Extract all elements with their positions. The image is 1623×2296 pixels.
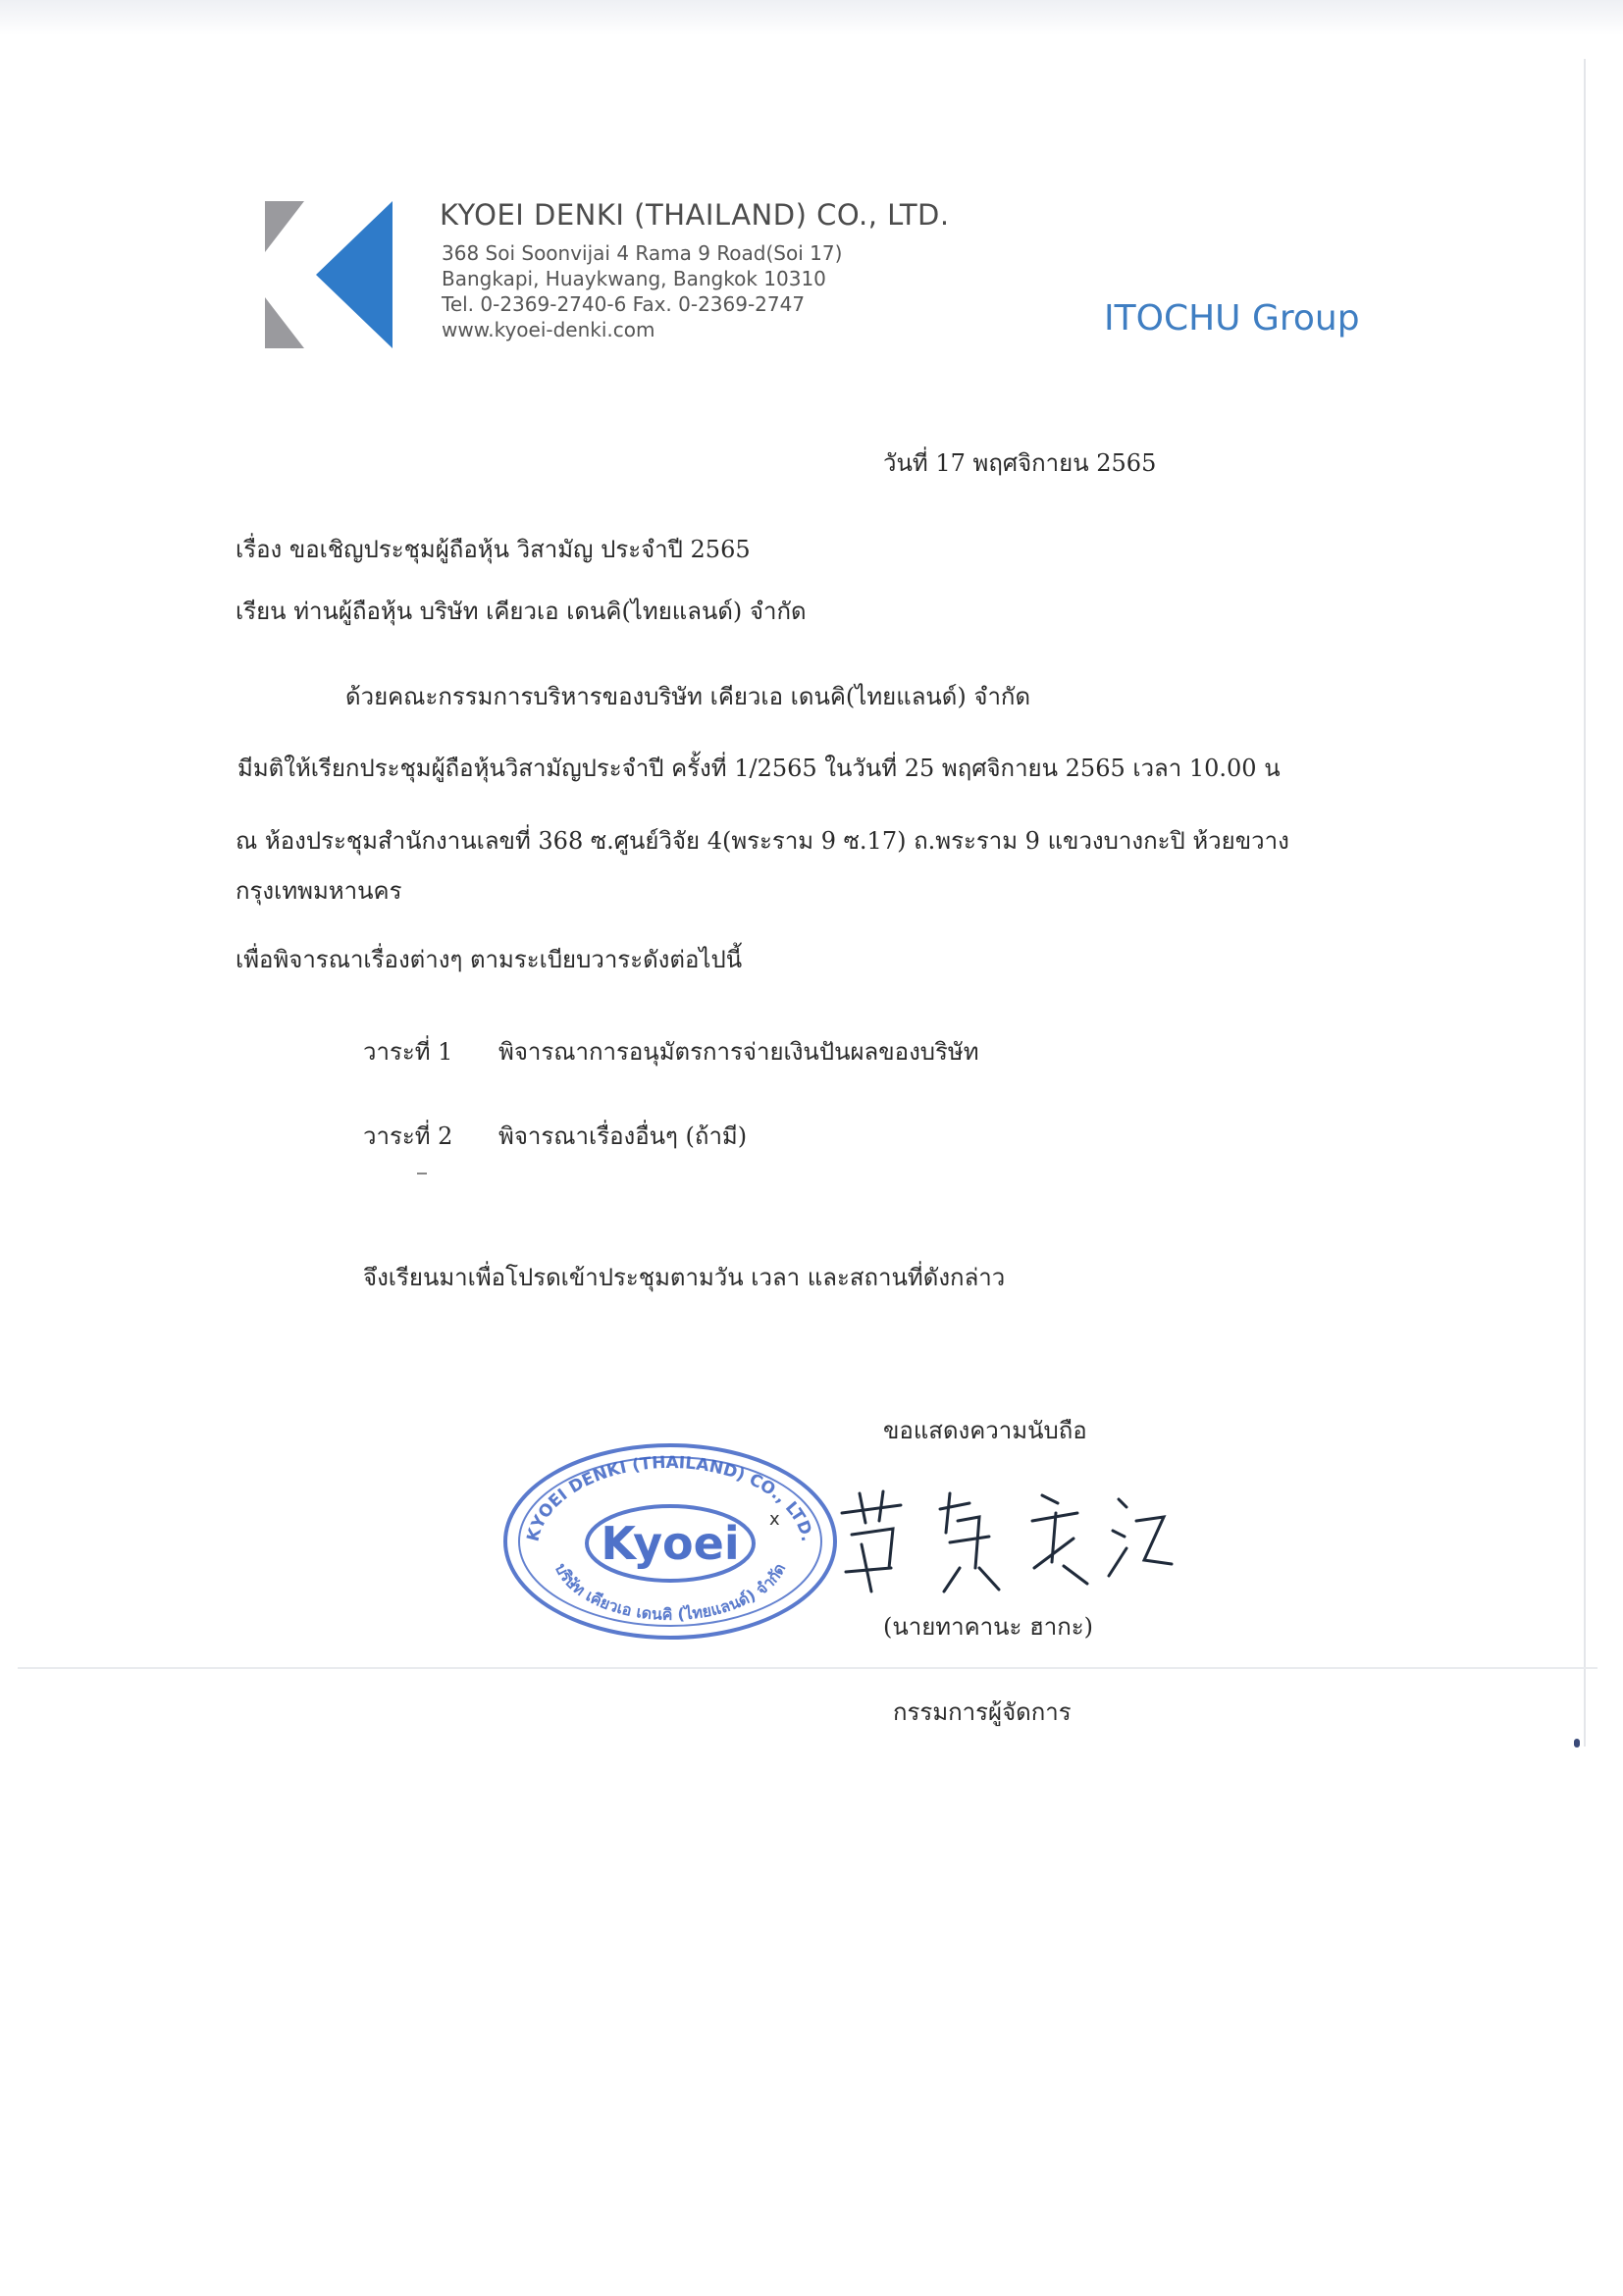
- signer-name: (นายทาคานะ ฮากะ): [883, 1613, 1093, 1641]
- letter-recipient: เรียน ท่านผู้ถือหุ้น บริษัท เคียวเอ เดนคิ(ไทยแลนด์) จำกัด: [236, 598, 807, 625]
- company-name: KYOEI DENKI (THAILAND) CO., LTD.: [440, 198, 950, 232]
- body-paragraph-line-5: เพื่อพิจารณาเรื่องต่างๆ ตามระเบียบวาระดังต่อไปนี้: [236, 946, 743, 973]
- body-paragraph-line-3: ณ ห้องประชุมสำนักงานเลขที่ 368 ซ.ศูนย์วิจัย 4(พระราม 9 ซ.17) ถ.พระราม 9 แขวงบางกะปิ ห้วยขวาง: [236, 827, 1289, 855]
- company-website: www.kyoei-denki.com: [442, 318, 655, 341]
- scan-top-shading: [0, 0, 1623, 35]
- agenda-item-2-text: พิจารณาเรื่องอื่นๆ (ถ้ามี): [498, 1122, 748, 1150]
- scan-fold-line: [18, 1667, 1597, 1669]
- seal-mark: x: [769, 1509, 780, 1530]
- company-logo-icon: [265, 201, 397, 348]
- scan-right-edge: [1584, 59, 1586, 1747]
- seal-center-text: Kyoei: [601, 1517, 740, 1570]
- stray-ink-mark: [417, 1173, 427, 1174]
- agenda-item-1-number: วาระที่ 1: [363, 1038, 453, 1066]
- company-contact-line: Tel. 0-2369-2740-6 Fax. 0-2369-2747: [442, 292, 806, 316]
- company-seal-stamp: [498, 1438, 842, 1644]
- company-address-line-2: Bangkapi, Huaykwang, Bangkok 10310: [442, 267, 826, 290]
- body-paragraph-line-4: กรุงเทพมหานคร: [236, 877, 402, 905]
- group-name: ITOCHU Group: [1104, 298, 1360, 339]
- letter-date: วันที่ 17 พฤศจิกายน 2565: [883, 449, 1157, 477]
- scan-dot: [1574, 1739, 1580, 1748]
- signer-title: กรรมการผู้จัดการ: [893, 1698, 1072, 1726]
- agenda-item-1-text: พิจารณาการอนุมัตรการจ่ายเงินปันผลของบริษัท: [498, 1038, 979, 1066]
- closing-line: จึงเรียนมาเพื่อโปรดเข้าประชุมตามวัน เวลา และสถานที่ดังกล่าว: [363, 1264, 1006, 1291]
- body-paragraph-line-1: ด้วยคณะกรรมการบริหารของบริษัท เคียวเอ เดนคิ(ไทยแลนด์) จำกัด: [345, 683, 1031, 710]
- agenda-item-2-number: วาระที่ 2: [363, 1122, 453, 1150]
- regards: ขอแสดงความนับถือ: [883, 1417, 1087, 1444]
- seal-top-ring-text: KYOEI DENKI (THAILAND) CO., LTD.: [523, 1452, 817, 1544]
- seal-bottom-ring-text: บริษัท เคียวเอ เดนคิ (ไทยแลนด์) จำกัด: [550, 1560, 790, 1624]
- handwritten-signature: [832, 1474, 1185, 1611]
- body-paragraph-line-2: มีมติให้เรียกประชุมผู้ถือหุ้นวิสามัญประจำปี ครั้งที่ 1/2565 ในวันที่ 25 พฤศจิกายน 2565 เวลา 10.00 น: [237, 755, 1281, 782]
- letter-subject: เรื่อง ขอเชิญประชุมผู้ถือหุ้น วิสามัญ ประจำปี 2565: [236, 536, 751, 563]
- company-address-line-1: 368 Soi Soonvijai 4 Rama 9 Road(Soi 17): [442, 241, 843, 265]
